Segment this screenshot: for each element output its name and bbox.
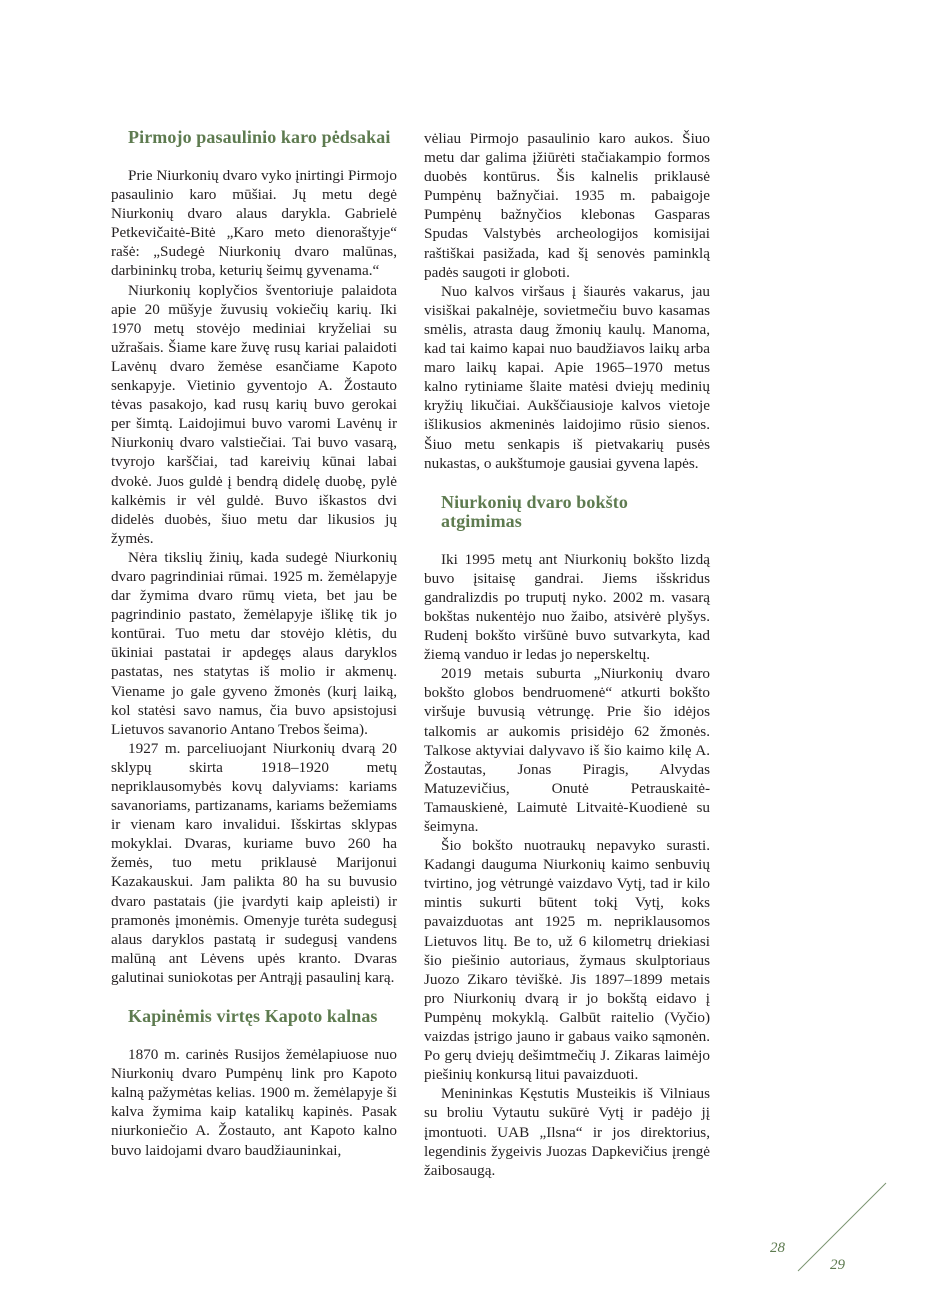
paragraph: 1870 m. carinės Rusijos žemėlapiuose nuo Niurkonių dvaro Pumpėnų link pro Kapoto kalną pažymėtas kelias. 1900 m. žemėlapyje ši kalva žymima kaip katalikų kapinės. Pasak niurkoniečio A. Žostauto, ant Kapoto kalno buvo laidojami dvaro baudžiauninkai, xyxy=(111,1046,397,1159)
paragraph: Prie Niurkonių dvaro vyko įnirtingi Pirmojo pasaulinio karo mūšiai. Jų metu degė Niurkonių dvaro alaus darykla. Gabrielė Petkevičaitė-Bitė „Karo meto dienoraštyje“ rašė: „Sudegė Niurkonių dvaro malūnas, darbininkų troba, keturių šeimų gyvenama.“ xyxy=(111,167,397,280)
paragraph: Nuo kalvos viršaus į šiaurės vakarus, jau visiškai pakalnėje, sovietmečiu buvo kasamas smėlis, atrasta daug žmonių kaulų. Manoma, kad tai kaimo kapai nuo baudžiavos laikų arba maro laikų kapai. Apie 1965–1970 metus kalno rytiniame šlaite matėsi dviejų medinių kryžių likučiai. Aukščiausioje kalvos vietoje išlikusios akmeninės laidojimo rūsio sienos. Šiuo metu senkapis iš pietvakarių pusės nukastas, o aukštumoje gausiai gyvena lapės. xyxy=(424,282,710,472)
paragraph: 1927 m. parceliuojant Niurkonių dvarą 20 sklypų skirta 1918–1920 metų nepriklausomybės kovų dalyviams: kariams savanoriams, partizanams, kariams bežemiams ir vienam karo invalidui. Išskirtas sklypas mokyklai. Dvaras, kuriame buvo 260 ha žemės, tuo metu priklausė Marijonui Kazakauskui. Jam palikta 80 ha su buvusio dvaro pastatais (jie įvardyti kaip apleisti) ir pramonės įmonėmis. Omenyje turėta sudegusį alaus daryklos pastatą ir sudegusį vandens malūną ant Lėvens upės kranto. Dvaras galutinai suniokotas per Antrąjį pasaulinį karą. xyxy=(111,739,397,986)
heading-tower-revival: Niurkonių dvaro bokšto atgimimas xyxy=(441,491,628,531)
paragraph: Šio bokšto nuotraukų nepavyko surasti. Kadangi dauguma Niurkonių kaimo senbuvių tvirtino, jog vėtrungė vaizdavo Vytį, tad ir kilo mintis sukurti būtent tokį Vytį, koks pavaizduotas ant 1925 m. nepriklausomos Lietuvos litų. Be to, už 6 kilometrų driekiasi šio piešinio autoriaus, žymaus skulptoriaus Juozo Zikaro tėviškė. Jis 1897–1899 metais pro Niurkonių dvarą ir jo bokštą eidavo į Pumpėnų mokyklą. Galbūt raitelio (Vyčio) vaizdas įstrigo jauno ir gabaus vaiko sąmonėn. Po gerų dviejų dešimtmečių J. Zikaras laimėjo piešinių konkursą litui pavaizduoti. xyxy=(424,837,710,1084)
page-number-right: 29 xyxy=(830,1257,845,1273)
heading-first-world-war-traces: Pirmojo pasaulinio karo pėdsakai xyxy=(128,127,391,147)
paragraph: Niurkonių koplyčios šventoriuje palaidota apie 20 mūšyje žuvusių vokiečių karių. Iki 1970 metų stovėjo mediniai kryželiai su užrašais. Šiame kare žuvę rusų kariai palaidoti Lavėnų dvaro žemėse esančiame Kapoto senkapyje. Vietinio gyventojo A. Žostauto tėvas pasakojo, kad rusų karių buvo gerokai per šimtą. Laidojimui buvo varomi Lavėnų ir Niurkonių dvaro valstiečiai. Tai buvo vasarą, tvyrojo karščiai, tad kareivių kūnai labai dvokė. Juos guldė į bendrą didelę duobę, pylė kalkėmis ir vėl guldė. Buvo iškastos dvi didelės duobės, šiuo metu dar likusios jų žymės. xyxy=(111,281,397,547)
paragraph: 2019 metais suburta „Niurkonių dvaro bokšto globos bendruomenė“ atkurti bokšto viršuje buvusią vėtrungę. Prie šio idėjos talkomis ar aukomis prisidėjo 62 žmonės. Talkose aktyviai dalyvavo iš šio kaimo kilę A. Žostautas, Jonas Piragis, Alvydas Matuzevičius, Onutė Petrauskaitė-Tamauskienė, Laimutė Litvaitė-Kuodienė su šeimyna. xyxy=(424,665,710,835)
paragraph: Iki 1995 metų ant Niurkonių bokšto lizdą buvo įsitaisę gandrai. Jiems išskridus gandralizdis po truputį nyko. 2002 m. vasarą bokštas nukentėjo nuo žaibo, atsivėrė plyšys. Rudenį bokšto viršūnė buvo sutvarkyta, kad žiemą vanduo ir ledas jo neperskeltų. xyxy=(424,550,710,664)
heading-kapoto-hill: Kapinėmis virtęs Kapoto kalnas xyxy=(128,1006,378,1027)
page-number-left: 28 xyxy=(770,1240,785,1256)
paragraph: Menininkas Kęstutis Musteikis iš Vilniaus su broliu Vytautu sukūrė Vytį ir padėjo jį įmontuoti. UAB „Ilsna“ ir jos direktorius, legendinis žygeivis Juozas Dapkevičius įrengė žaibosaugą. xyxy=(424,1085,710,1179)
paragraph-continued: vėliau Pirmojo pasaulinio karo aukos. Šiuo metu dar galima įžiūrėti stačiakampio formos duobės kontūrus. Šis kalnelis priklausė Pumpėnų bažnyčiai. 1935 m. pabaigoje Pumpėnų bažnyčios klebonas Gasparas Spudas Valstybės archeologijos komisijai raštiškai pasižada, kad šį senovės paminklą padės saugoti ir globoti. xyxy=(424,130,710,281)
paragraph: Nėra tikslių žinių, kada sudegė Niurkonių dvaro pagrindiniai rūmai. 1925 m. žemėlapyje dar žymima dvaro rūmų vieta, bet jau be pagrindinio pastato, žemėlapyje išlikę tik jo kontūrai. Tuo metu dar stovėjo klėtis, du ūkiniai pastatai ir apdegęs alaus daryklos pastatas, nes statytas iš molio ir akmenų. Viename jo gale gyveno žmonės (kurį laiką, kol statėsi savo namus, čia buvo apsistojusi Lietuvos savanorio Antano Trebos šeima). xyxy=(111,548,397,738)
